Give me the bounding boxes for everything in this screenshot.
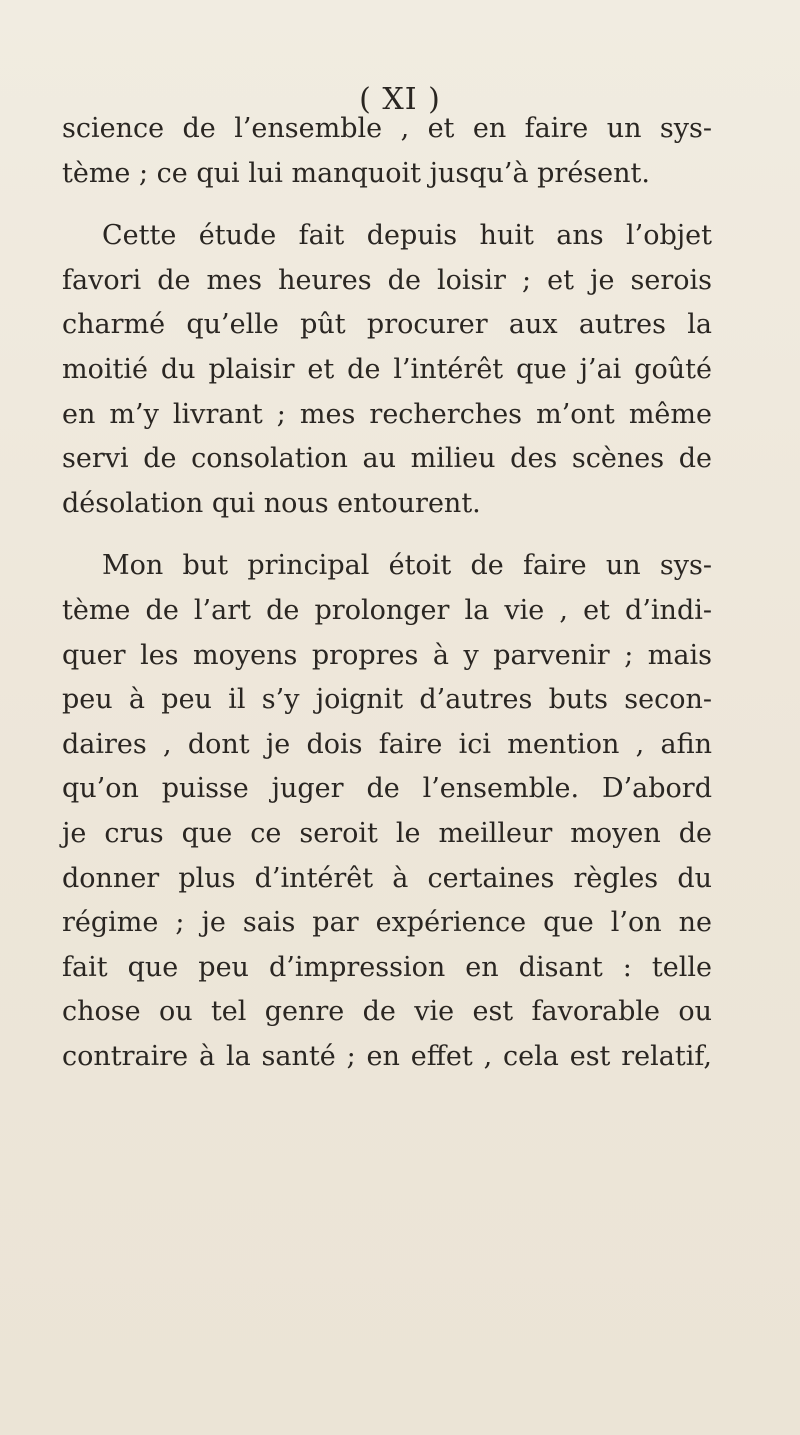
paragraph-2 [62, 214, 712, 526]
text-line: science de l’ensemble , et en faire un sys- [62, 113, 712, 144]
text-line: en m’y livrant ; mes recherches m’ont même [62, 398, 712, 430]
paragraph-1 [62, 107, 712, 196]
text-line: peu à peu il s’y joignit d’autres buts secon- [62, 684, 712, 716]
text-line: charmé qu’elle pût procurer aux autres la [62, 309, 712, 341]
text-line: chose ou tel genre de vie est favorable ou [62, 996, 712, 1028]
text-line: tème ; ce qui lui manquoit jusqu’à présent. [62, 157, 650, 189]
text-line: contraire à la santé ; en effet , cela est relatif, [62, 1040, 712, 1072]
text-line: tème de l’art de prolonger la vie , et d’indi- [62, 594, 712, 626]
text-line: Mon but principal étoit de faire un sys- [102, 550, 712, 582]
text-line: favori de mes heures de loisir ; et je serois [62, 264, 712, 296]
text-line: fait que peu d’impression en disant : telle [62, 951, 712, 983]
text-line: je crus que ce seroit le meilleur moyen de [62, 817, 712, 849]
text-line: Cette étude fait depuis huit ans l’objet [102, 220, 712, 252]
text-line: moitié du plaisir et de l’intérêt que j’ai goûté [62, 353, 712, 385]
text-line: quer les moyens propres à y parvenir ; mais [62, 639, 712, 671]
text-line: donner plus d’intérêt à certaines règles du [62, 862, 712, 894]
text-line: qu’on puisse juger de l’ensemble. D’abord [62, 773, 712, 805]
text-line: daires , dont je dois faire ici mention , afin [62, 728, 712, 760]
text-line: régime ; je sais par expérience que l’on ne [62, 907, 712, 939]
text-line: désolation qui nous entourent. [62, 487, 481, 519]
page-number: ( XI ) [359, 82, 441, 117]
body-text [62, 107, 712, 1079]
text-line: servi de consolation au milieu des scènes de [62, 443, 712, 475]
paragraph-3 [62, 544, 712, 1079]
